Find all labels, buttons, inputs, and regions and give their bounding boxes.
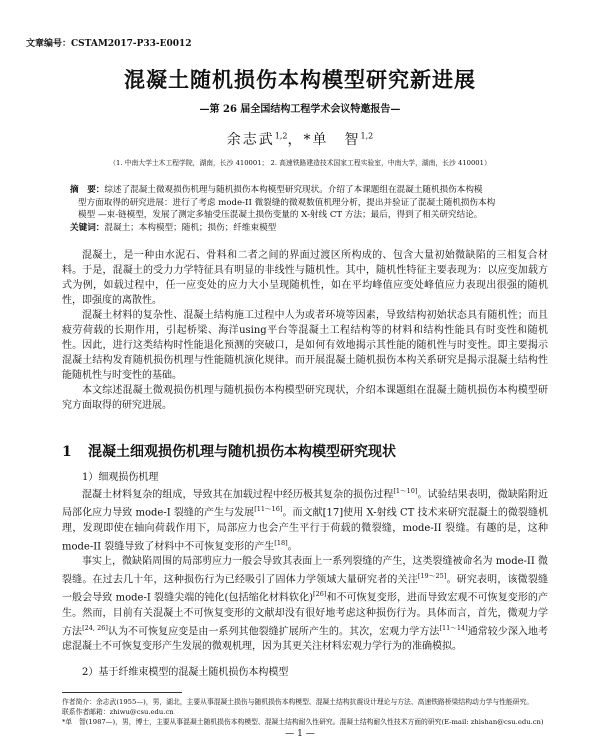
- section-1-title: 混凝土细观损伤机理与随机损伤本构模型研究现状: [88, 444, 396, 460]
- keywords: 混凝土；本构模型；随机；损伤；纤维束模型: [104, 222, 277, 233]
- section-1-body: [62, 484, 548, 654]
- author-line: [0, 129, 600, 149]
- author-2-affil: 1,2: [360, 131, 374, 141]
- section-1-heading: [62, 441, 396, 461]
- citation: [24, 26]: [82, 623, 108, 632]
- section-1-paragraph-2: 事实上，微缺陷周围的局部剪应力一般会导致其表面上一系列裂缝的产生，这类裂缝被命名为 mode-II 微裂缝。在过去几十年，这种损伤行为已经吸引了固体力学领域大量研究者的关注[19～25]。研究表明，该微裂缝一般会导致 mode-I 裂缝尖端的钝化(包括缩化材料软化)[26]和不可恢复变形，进而导致宏观不可恢复变形的产生。然而，目前有关混凝土不可恢复变形的文献却没有很好地考虑这种损伤行为。具体而言，首先，微观力学方法[24, 26]认为不可恢复应变是由一系列其他裂缝扩展所产生的。其次，宏观力学方法[11～14]通常较少深入地考虑混凝土不可恢复变形产生发展的微观机理，因为其更关注材料宏观力学行为的准确模拟。: [62, 555, 549, 652]
- introduction: [62, 248, 548, 413]
- intro-paragraph-1: 混凝土，是一种由水泥石、骨料和二者之间的界面过渡区所构成的、包含大量初始微缺陷的三相复合材料。于是，混凝土的受力力学特征具有明显的非线性与随机性。其中，随机性特征主要表现为：以应变加载方式为例，如载过程中，任一应变处的应力大小呈现随机性，如在平均峰值应变处峰值应力表现出很强的随机性，即强度的离散性。: [62, 250, 548, 306]
- paper-title: 混凝土随机损伤本构模型研究新进展: [124, 67, 476, 92]
- abstract-line-3: 模型 —束-链模型，发展了测定多轴受压混凝土损伤变量的 X-射线 CT 方法；最后，得到了相关研究结论。: [78, 210, 483, 220]
- abstract-line-1: 综述了混凝土微观损伤机理与随机损伤本构模型研究现状。介绍了本课题组在混凝土随机损伤本构模: [104, 185, 483, 195]
- keywords-label: 关键词：: [70, 222, 105, 233]
- abstract-block: [70, 184, 540, 234]
- affiliation: （1. 中南大学土木工程学院，湖南，长沙 410001； 2. 高速铁路建造技术国家工程实验室，中南大学，湖南，长沙 410001）: [109, 159, 491, 167]
- citation: [11～14]: [439, 623, 468, 632]
- citation: [18]: [274, 538, 288, 547]
- citation: [11～16]: [254, 505, 283, 514]
- citation: [19～25]: [417, 571, 447, 580]
- article-number: 文章编号：CSTAM2017-P33-E0012: [26, 39, 192, 49]
- author-1: 余志武: [226, 132, 275, 148]
- footnote-2: 联系作者邮箱：zhiwu@csu.edu.cn: [62, 708, 174, 716]
- footnote-3: *单 智(1987—)，男，博士，主要从事混凝土随机损伤本构模型、混凝土结构耐久性研究。混凝土结构耐久性技术方面的研究(E-mail: zhishan@csu.edu.cn): [62, 718, 544, 726]
- paper-subtitle: —第 26 届全国结构工程学术会议特邀报告—: [199, 104, 401, 115]
- section-1-paragraph-1: 混凝土材料复杂的组成，导致其在加载过程中经历极其复杂的损伤过程[1～10]。试验结果表明，微缺陷附近局部化应力导致 mode-I 裂缝的产生与发展[11～16]。而文献[17]使用 X-射线 CT 技术来研究混凝土的微裂缝机理，发现即使在轴向荷载作用下，局部应力也会产生平行于荷载的微裂缝，mode-II 裂缝。有趣的是，这种 mode-II 裂缝导致了材料中不可恢复变形的产生[18]。: [62, 487, 549, 552]
- subsection-1-heading: 1）细观损伤机理: [82, 472, 159, 483]
- intro-paragraph-3: 本文综述混凝土微观损伤机理与随机损伤本构模型研究现状，介绍本课题组在混凝土随机损伤本构模型研究方面取得的研究进展。: [62, 385, 548, 411]
- abstract-label: 摘 要：: [70, 185, 105, 195]
- page-number: — 1 —: [285, 729, 315, 739]
- author-separator: ，: [287, 132, 304, 148]
- section-1-number: 1: [62, 444, 72, 460]
- author-1-affil: 1,2: [274, 131, 288, 141]
- intro-paragraph-2: 混凝土材料的复杂性、混凝土结构施工过程中人为或者环境等因素，导致结构初始状态具有随机性；而且疲劳荷载的长期作用，引起桥梁、海洋using平台等混凝土工程结构等的材料和结构性能具有时变性和随机性。因此，进行这类结构时性能退化预测的突破口，是如何有效地揭示其性能的随机性与时变性。即主要揭示混凝土结构发育随机损伤机理与性能随机演化规律。而开展混凝土随机损伤本构关系研究是揭示混凝土结构性能随机性与时变性的基础。: [62, 310, 548, 381]
- footnote-divider: [62, 692, 182, 693]
- citation: [26]: [313, 590, 327, 599]
- author-2: *单 智: [303, 132, 361, 148]
- subsection-2-heading: 2）基于纤维束模型的混凝土随机损伤本构模型: [82, 667, 289, 678]
- abstract-line-2: 型方面取得的研究进展：进行了考虑 mode-II 微裂缝的微观数值机理分析，提出并验证了混凝土随机损伤本构: [78, 197, 496, 208]
- citation: [1～10]: [393, 487, 418, 495]
- footnote-1: 作者简介：余志武(1955—)，男，湖北，主要从事混凝土损伤与随机损伤本构模型、混凝土结构抗震设计理论与方法、高速铁路桥梁结构动力学与性能研究。: [62, 698, 534, 706]
